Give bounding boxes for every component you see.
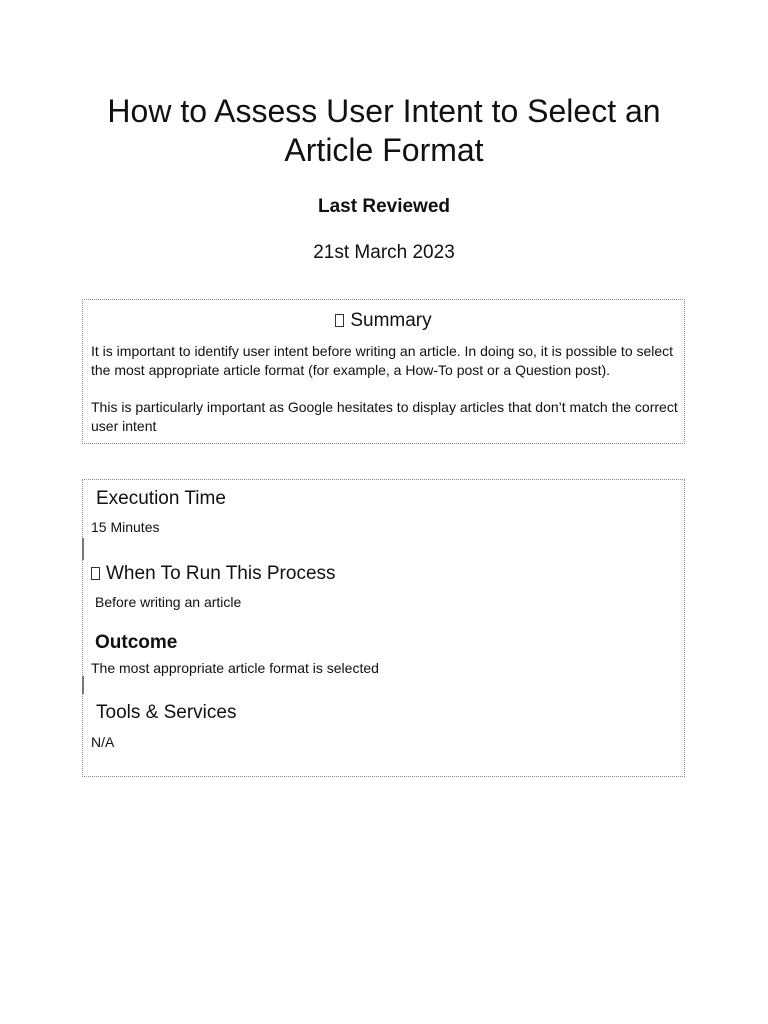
missing-glyph-icon [335,314,344,327]
summary-paragraph: It is important to identify user intent before writing an article. In doing so, it is possible to select the most appropriate article format (for example, a How-To post or a Question post). [91,343,674,378]
when-to-run-heading-text: When To Run This Process [106,563,336,584]
when-to-run-heading [91,563,336,585]
process-details-box [82,479,685,777]
execution-time-heading: Execution Time [96,488,226,509]
summary-heading [83,310,684,332]
summary-heading-text: Summary [350,310,432,331]
outcome-value: The most appropriate article format is selected [91,660,379,676]
last-reviewed-date: 21st March 2023 [313,242,455,263]
margin-marker [82,538,84,560]
outcome-heading: Outcome [95,632,178,653]
last-reviewed-label: Last Reviewed [318,196,450,217]
page-title: How to Assess User Intent to Select an Article Format [107,93,661,168]
margin-marker [82,676,84,694]
summary-box [82,299,685,444]
summary-paragraph: This is particularly important as Google hesitates to display articles that don’t match the correct user intent [91,399,678,434]
tools-heading: Tools & Services [96,702,237,723]
missing-glyph-icon [91,567,100,580]
tools-value: N/A [91,734,115,750]
when-to-run-value: Before writing an article [95,594,242,610]
execution-time-value: 15 Minutes [91,519,160,535]
